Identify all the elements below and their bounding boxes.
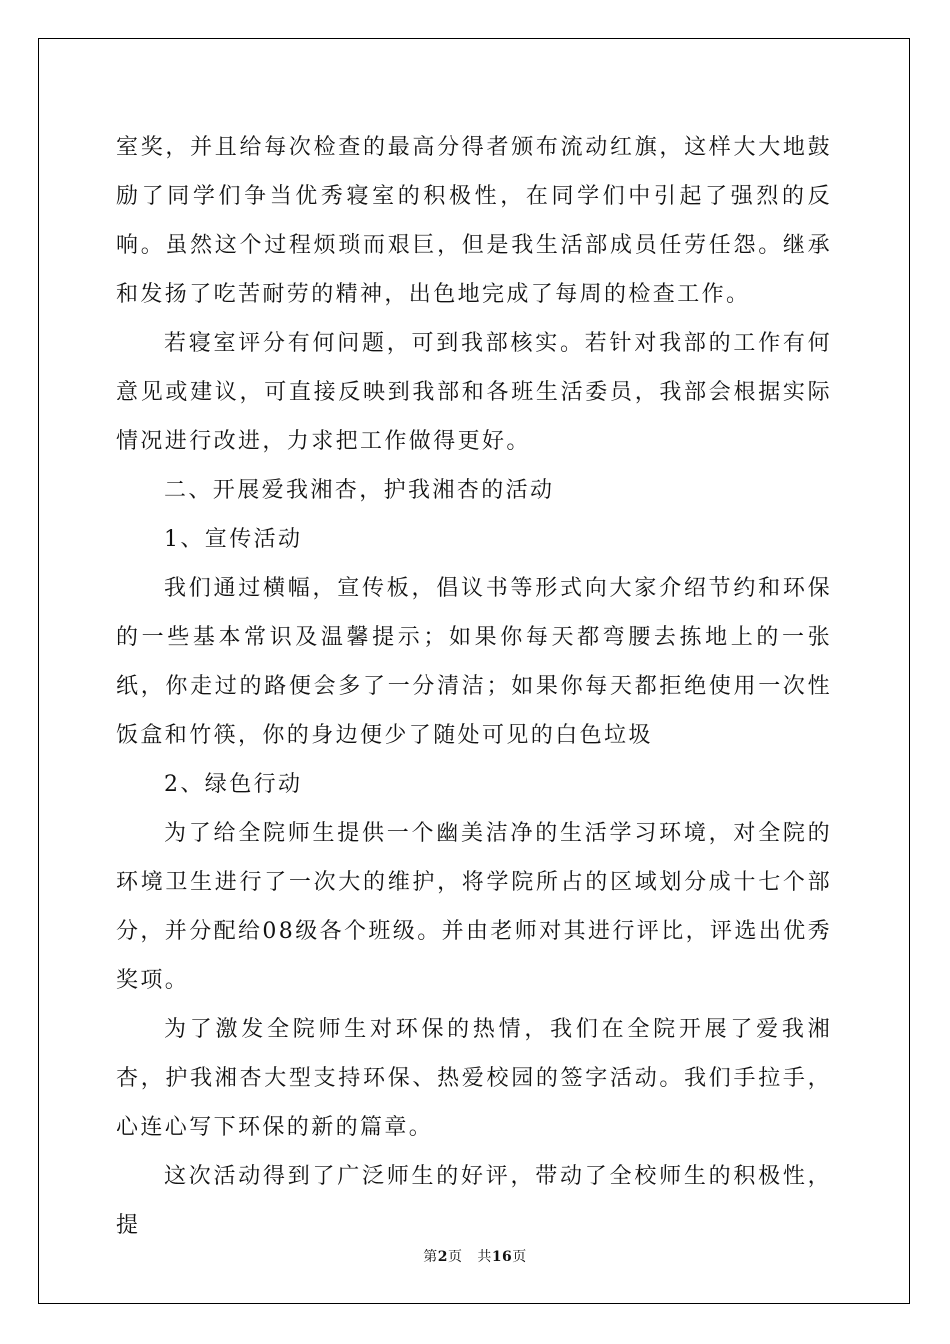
paragraph: 为了激发全院师生对环保的热情，我们在全院开展了爱我湘杏，护我湘杏大型支持环保、热爱校园的签字活动。我们手拉手，心连心写下环保的新的篇章。: [116, 1017, 832, 1140]
subsection-heading: 2、绿色行动: [164, 772, 303, 797]
page-footer: [0, 1246, 950, 1266]
page-prefix: 第: [423, 1249, 438, 1265]
paragraph: 我们通过横幅，宣传板，倡议书等形式向大家介绍节约和环保的一些基本常识及温馨提示；如果你每天都弯腰去拣地上的一张纸，你走过的路便会多了一分清洁；如果你每天都拒绝使用一次性饭盒和竹筷，你的身边便少了随处可见的白色垃圾: [116, 576, 832, 748]
total-prefix: 共: [477, 1249, 492, 1265]
page-suffix: 页: [447, 1249, 463, 1265]
total-suffix: 页: [512, 1249, 527, 1265]
paragraph: 这次活动得到了广泛师生的好评，带动了全校师生的积极性，提: [116, 1164, 832, 1238]
paragraph: 为了给全院师生提供一个幽美洁净的生活学习环境，对全院的环境卫生进行了一次大的维护，将学院所占的区域划分成十七个部分，并分配给08级各个班级。并由老师对其进行评比，评选出优秀奖项。: [116, 821, 832, 993]
section-heading: 二、开展爱我湘杏，护我湘杏的活动: [164, 478, 555, 503]
page-number: 2: [437, 1249, 448, 1265]
paragraph: 室奖，并且给每次检查的最高分得者颁布流动红旗，这样大大地鼓励了同学们争当优秀寝室的积极性，在同学们中引起了强烈的反响。虽然这个过程烦琐而艰巨，但是我生活部成员任劳任怨。继承和发扬了吃苦耐劳的精神，出色地完成了每周的检查工作。: [116, 135, 832, 307]
total-pages: 16: [491, 1249, 513, 1265]
subsection-heading: 1、宣传活动: [164, 527, 303, 552]
document-body: [116, 123, 832, 1250]
paragraph: 若寝室评分有何问题，可到我部核实。若针对我部的工作有何意见或建议，可直接反映到我部和各班生活委员，我部会根据实际情况进行改进，力求把工作做得更好。: [116, 331, 832, 454]
